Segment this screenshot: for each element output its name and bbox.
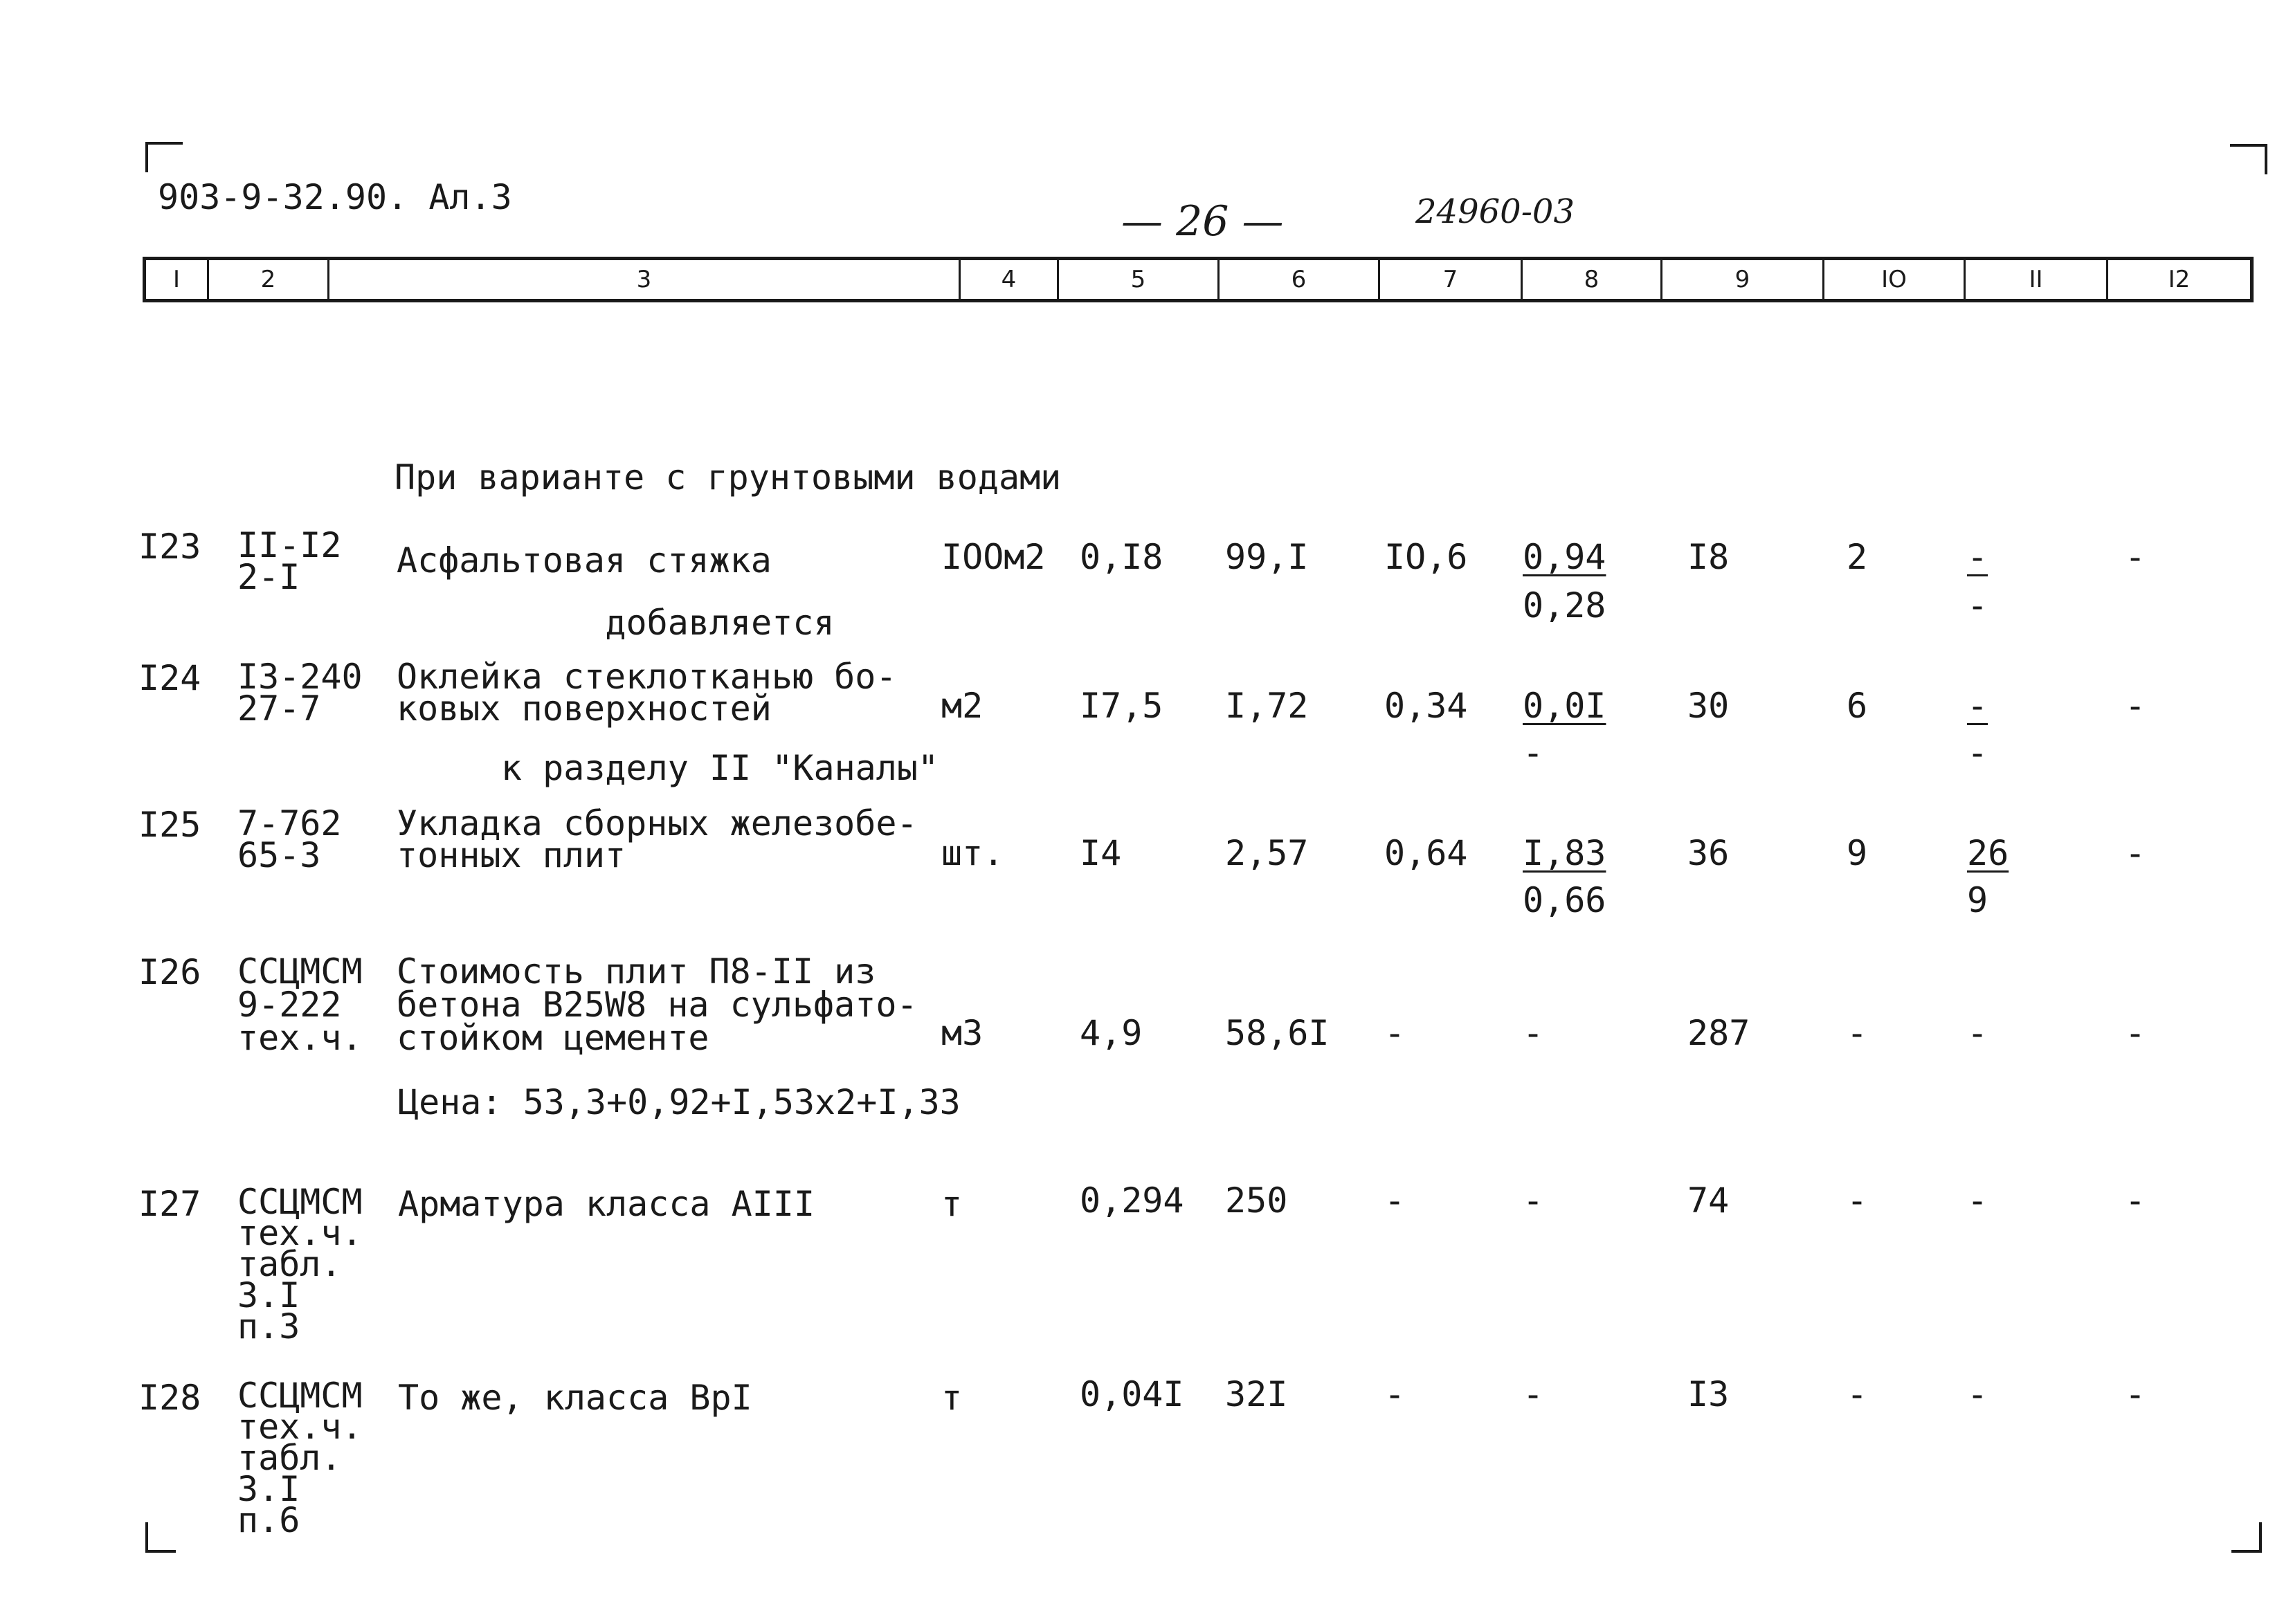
column-header: 2 xyxy=(207,260,327,299)
column-header: I xyxy=(172,266,181,293)
unit: м3 xyxy=(941,1013,984,1053)
col8-top-value: 0,0I xyxy=(1523,686,1606,726)
norm-code: I3-240 27-7 xyxy=(237,657,363,729)
col11-top-value: - xyxy=(1967,1013,1988,1053)
section-intro-line: к разделу II "Каналы" xyxy=(500,748,939,788)
quantity: 0,294 xyxy=(1080,1180,1184,1221)
norm-code: II-I2 2-I xyxy=(237,525,342,597)
col8-top-value: - xyxy=(1523,1013,1544,1053)
col7-value: - xyxy=(1384,1374,1406,1414)
col10-value: - xyxy=(1847,1374,1868,1414)
norm-code: ССЦМСМ 9-222 тех.ч. xyxy=(237,951,363,1058)
unit: м2 xyxy=(941,686,984,726)
work-name: Арматура класса АIII xyxy=(398,1184,815,1224)
col12-value: - xyxy=(2125,1374,2146,1414)
col12-value: - xyxy=(2125,537,2146,577)
column-header: 3 xyxy=(327,260,959,299)
quantity: I7,5 xyxy=(1080,686,1163,726)
row-number: I25 xyxy=(138,805,201,845)
corner-mark-top-left xyxy=(145,142,183,172)
col9-value: 287 xyxy=(1687,1013,1750,1053)
col10-value: 2 xyxy=(1847,537,1868,577)
column-header: 4 xyxy=(959,260,1057,299)
col11-top-value: - xyxy=(1967,1180,1988,1221)
corner-mark-top-right xyxy=(2230,144,2267,174)
work-name: Стоимость плит П8-II из бетона В25W8 на сульфато- стойком цементе xyxy=(397,951,918,1058)
col12-value: - xyxy=(2125,1013,2146,1053)
column-header: 5 xyxy=(1057,260,1217,299)
corner-mark-bottom-left xyxy=(145,1522,176,1553)
col6-value: 2,57 xyxy=(1225,833,1309,873)
col7-value: 0,34 xyxy=(1384,686,1468,726)
inventory-number: 24960-03 xyxy=(1415,192,1575,231)
col6-value: I,72 xyxy=(1225,686,1309,726)
col11-bottom-value: - xyxy=(1967,733,1988,773)
col8-bottom-value: - xyxy=(1523,733,1544,773)
col11-top-value: - xyxy=(1967,686,1988,726)
col7-value: 0,64 xyxy=(1384,833,1468,873)
page-number: — 26 — xyxy=(1121,197,1284,246)
col9-value: 30 xyxy=(1687,686,1730,726)
col12-value: - xyxy=(2125,833,2146,873)
col10-value: 6 xyxy=(1847,686,1868,726)
col9-value: I8 xyxy=(1687,537,1730,577)
col8-top-value: - xyxy=(1523,1180,1544,1221)
quantity: 4,9 xyxy=(1080,1013,1143,1053)
col8-bottom-value: 0,28 xyxy=(1523,585,1606,626)
col11-top-value: - xyxy=(1967,537,1988,577)
col8-top-value: I,83 xyxy=(1523,833,1606,873)
work-name: То же, класса ВрI xyxy=(398,1378,752,1418)
work-name: Оклейка стеклотканью бо- ковых поверхностей xyxy=(397,657,897,729)
corner-mark-bottom-right xyxy=(2231,1522,2262,1553)
norm-code: ССЦМСМ тех.ч. табл. 3.I п.6 xyxy=(237,1376,363,1540)
column-header: IO xyxy=(1822,260,1964,299)
row-number: I24 xyxy=(138,658,201,698)
col10-value: 9 xyxy=(1847,833,1868,873)
column-header: 8 xyxy=(1521,260,1660,299)
col6-value: 58,6I xyxy=(1225,1013,1330,1053)
col11-top-value: - xyxy=(1967,1374,1988,1414)
col7-value: - xyxy=(1384,1013,1406,1053)
unit: т xyxy=(941,1378,963,1418)
unit: шт. xyxy=(941,833,1004,873)
col7-value: IO,6 xyxy=(1384,537,1468,577)
col8-top-value: 0,94 xyxy=(1523,537,1606,577)
col9-value: 36 xyxy=(1687,833,1730,873)
col11-top-value: 26 xyxy=(1967,833,2009,873)
work-name: Укладка сборных железобе- тонных плит xyxy=(397,803,918,875)
quantity: I4 xyxy=(1080,833,1122,873)
column-header: 6 xyxy=(1217,260,1378,299)
col12-value: - xyxy=(2125,686,2146,726)
col12-value: - xyxy=(2125,1180,2146,1221)
row-number: I27 xyxy=(138,1184,201,1224)
col9-value: I3 xyxy=(1687,1374,1730,1414)
col10-value: - xyxy=(1847,1180,1868,1221)
col6-value: 32I xyxy=(1225,1374,1288,1414)
section-intro-line: При варианте с грунтовыми водами xyxy=(395,457,1062,498)
col7-value: - xyxy=(1384,1180,1406,1221)
col6-value: 250 xyxy=(1225,1180,1288,1221)
row-number: I23 xyxy=(138,527,201,567)
unit: т xyxy=(941,1184,963,1224)
norm-code: ССЦМСМ тех.ч. табл. 3.I п.3 xyxy=(237,1182,363,1347)
work-name: Асфальтовая стяжка xyxy=(397,540,772,581)
row-number: I26 xyxy=(138,952,201,992)
section-intro-line: добавляется xyxy=(605,603,835,643)
section-intro xyxy=(395,356,1062,841)
document-code: 903-9-32.90. Ал.3 xyxy=(158,177,512,217)
row-number: I28 xyxy=(138,1378,201,1418)
quantity: 0,I8 xyxy=(1080,537,1163,577)
column-header: II xyxy=(1964,260,2106,299)
column-header-row xyxy=(143,257,2254,302)
col11-bottom-value: - xyxy=(1967,585,1988,626)
unit: IOOм2 xyxy=(941,537,1046,577)
col8-bottom-value: 0,66 xyxy=(1523,880,1606,920)
quantity: 0,04I xyxy=(1080,1374,1184,1414)
norm-code: 7-762 65-3 xyxy=(237,803,342,875)
column-header: 9 xyxy=(1660,260,1822,299)
column-header: 7 xyxy=(1378,260,1521,299)
price-note: Цена: 53,3+0,92+I,53x2+I,33 xyxy=(398,1082,961,1122)
col10-value: - xyxy=(1847,1013,1868,1053)
col8-top-value: - xyxy=(1523,1374,1544,1414)
col9-value: 74 xyxy=(1687,1180,1730,1221)
column-header: I2 xyxy=(2106,260,2250,299)
col6-value: 99,I xyxy=(1225,537,1309,577)
col11-bottom-value: 9 xyxy=(1967,880,1988,920)
